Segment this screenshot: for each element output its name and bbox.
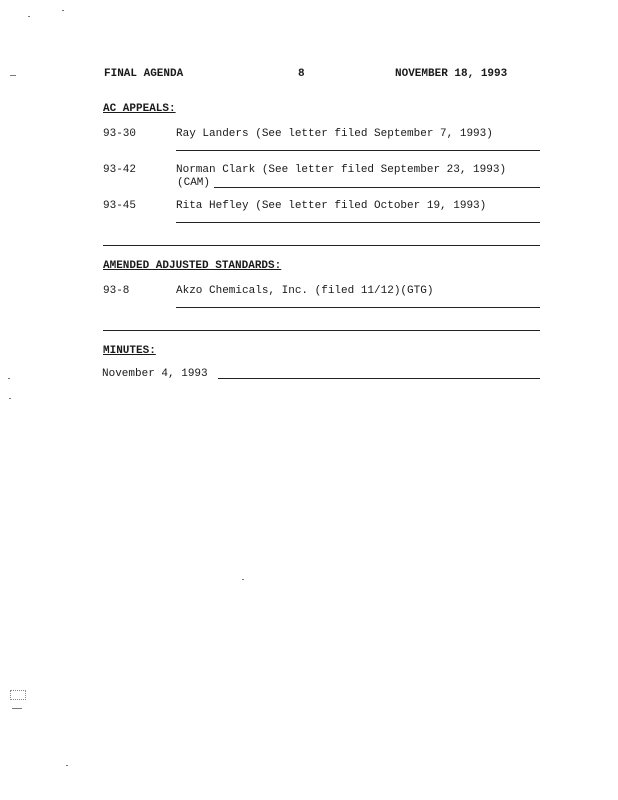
case-number: 93-8 xyxy=(103,285,130,297)
scan-speck xyxy=(8,378,10,379)
scan-speck xyxy=(62,10,64,11)
section-divider xyxy=(103,330,540,331)
amended-standards-heading: AMENDED ADJUSTED STANDARDS: xyxy=(103,260,282,272)
page-number: 8 xyxy=(298,68,305,80)
minutes-entry: November 4, 1993 xyxy=(102,368,208,380)
scan-speck xyxy=(12,708,22,709)
case-description: Ray Landers (See letter filed September 7, 1993) xyxy=(176,128,493,140)
scan-speck xyxy=(66,765,68,766)
notes-line xyxy=(176,222,540,223)
notes-line xyxy=(176,150,540,151)
agenda-date: NOVEMBER 18, 1993 xyxy=(395,68,508,80)
notes-line xyxy=(176,307,540,308)
scan-speck xyxy=(242,579,244,580)
scan-speck xyxy=(10,690,26,700)
case-description: Akzo Chemicals, Inc. (filed 11/12)(GTG) xyxy=(176,285,434,297)
case-attorney-initials: (CAM) xyxy=(177,177,211,189)
scan-speck xyxy=(10,75,16,76)
case-number: 93-45 xyxy=(103,200,137,212)
scan-speck xyxy=(9,398,11,399)
section-divider xyxy=(103,245,540,246)
agenda-title: FINAL AGENDA xyxy=(104,68,184,80)
minutes-heading: MINUTES: xyxy=(103,345,156,357)
ac-appeals-heading: AC APPEALS: xyxy=(103,103,176,115)
scan-speck xyxy=(28,16,30,17)
case-description: Norman Clark (See letter filed September 23, 1993) xyxy=(176,164,507,176)
case-number: 93-30 xyxy=(103,128,137,140)
case-number: 93-42 xyxy=(103,164,137,176)
case-description: Rita Hefley (See letter filed October 19, 1993) xyxy=(176,200,487,212)
notes-line xyxy=(214,187,540,188)
notes-line xyxy=(218,378,540,379)
